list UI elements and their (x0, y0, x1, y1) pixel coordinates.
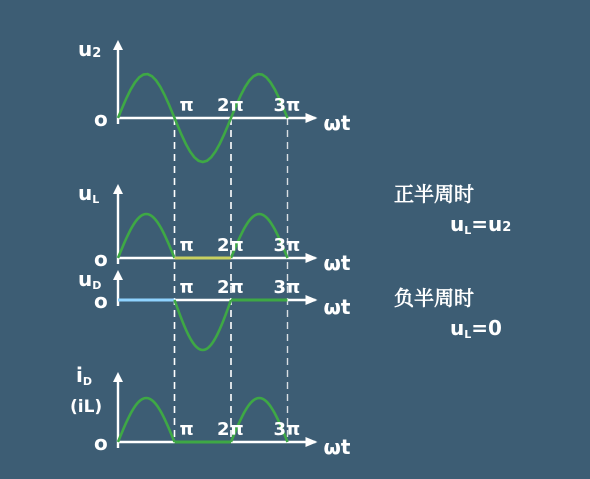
negative-half-cycle-formula (450, 316, 502, 341)
uL-x-arrow (306, 253, 318, 263)
uD-tick-1: π (179, 277, 194, 298)
positive-half-cycle-formula (450, 212, 511, 237)
u2-y-arrow (113, 40, 123, 50)
uD-y-label: uD (78, 267, 102, 292)
uD-tick-3: 3π (273, 277, 301, 298)
uD-x-label: ωt (323, 295, 351, 319)
u2-tick-1: π (179, 95, 194, 116)
positive-half-cycle-title: 正半周时 (394, 182, 474, 206)
iD-x-arrow (306, 437, 318, 447)
iD-y-arrow (113, 372, 123, 382)
u2-tick-3: 3π (273, 95, 301, 116)
iD-x-label: ωt (323, 435, 351, 459)
formula-rest: =u (471, 212, 503, 236)
u2-y-label: u2 (78, 37, 102, 61)
uL-y-label: uL (78, 181, 100, 206)
u2-x-arrow (306, 113, 318, 123)
iD-tick-2: 2π (217, 419, 244, 440)
iD-tick-1: π (179, 419, 194, 440)
uL-tick-1: π (179, 235, 194, 256)
formula-rest: =0 (471, 316, 502, 340)
iD-y-label: iD (76, 363, 92, 388)
uD-x-arrow (306, 295, 318, 305)
formula-sub: L (464, 224, 472, 237)
uD-origin-label: o (94, 289, 108, 313)
iD-half-wave-1 (118, 398, 175, 442)
negative-half-cycle-title: 负半周时 (394, 286, 474, 310)
iD-y-label-paren: (iL) (70, 397, 103, 417)
formula-var: u (450, 316, 465, 340)
uD-tick-2: 2π (217, 277, 244, 298)
uD-negative-half-wave (175, 300, 232, 350)
u2-origin-label: o (94, 107, 108, 131)
uL-y-arrow (113, 184, 123, 194)
uL-tick-2: 2π (217, 235, 244, 256)
uL-half-wave-1 (118, 214, 175, 258)
iD-origin-label: o (94, 431, 108, 455)
iD-tick-3: 3π (273, 419, 301, 440)
u2-x-label: ωt (323, 111, 351, 135)
uL-x-label: ωt (323, 251, 351, 275)
formula-sub: L (464, 328, 472, 341)
uL-origin-label: o (94, 247, 108, 271)
uD-y-arrow (113, 270, 123, 280)
formula-var: u (450, 212, 465, 236)
u2-tick-2: 2π (217, 95, 244, 116)
uL-tick-3: 3π (273, 235, 301, 256)
formula-rest-sub: 2 (502, 220, 512, 235)
